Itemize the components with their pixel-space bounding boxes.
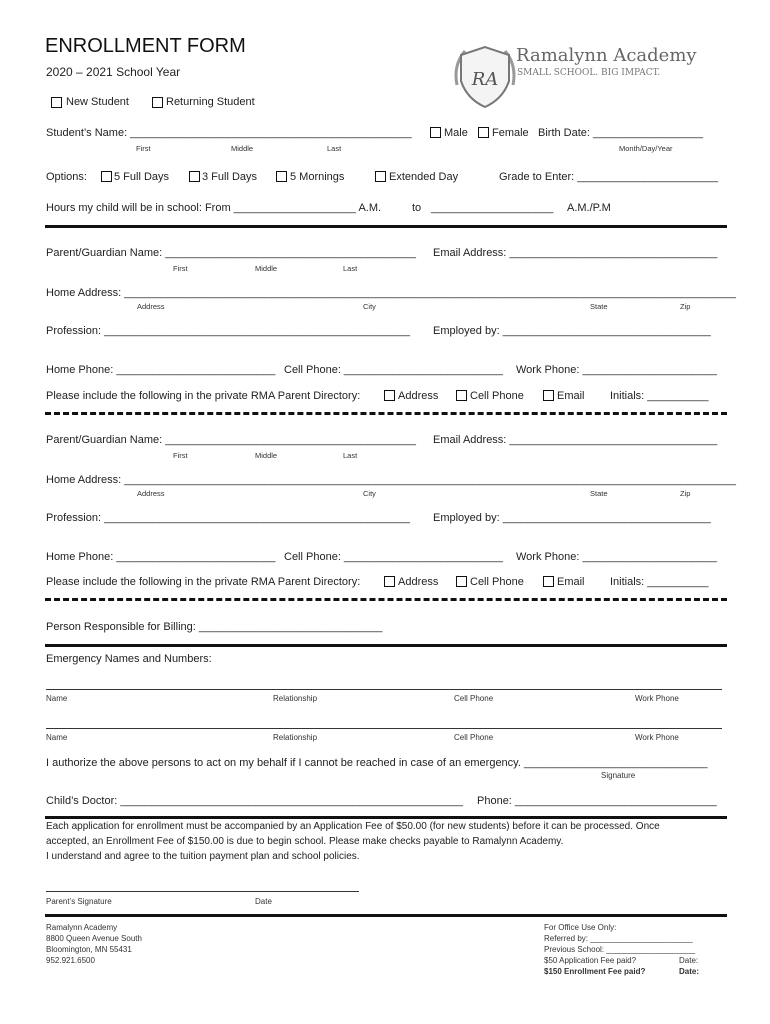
parent1-sub-last: Last xyxy=(343,264,358,273)
option-extended-label: Extended Day xyxy=(389,171,459,183)
parent2-dir-cell-label: Cell Phone xyxy=(470,576,524,588)
logo-name: Ramalynn Academy xyxy=(516,45,697,66)
hours-to-label: to xyxy=(412,202,422,214)
parent2-profession-field[interactable]: Profession: __________________________________________________ xyxy=(46,512,410,524)
form-title: ENROLLMENT FORM xyxy=(45,35,246,57)
billing-field[interactable]: Person Responsible for Billing: ______________________________ xyxy=(46,621,383,633)
parent1-cell-phone-field[interactable]: Cell Phone: __________________________ xyxy=(284,364,503,376)
doctor-phone-field[interactable]: Phone: _________________________________ xyxy=(477,795,717,807)
office-enroll-date: Date: xyxy=(679,967,700,976)
parent2-sub-address: Address xyxy=(137,489,165,498)
hours-ampm: A.M./P.M xyxy=(567,202,611,214)
fee-text-line-3: I understand and agree to the tuition payment plan and school policies. xyxy=(46,851,360,862)
parent-signature-caption: Parent’s Signature xyxy=(46,897,112,906)
logo-monogram: RA xyxy=(471,69,499,90)
options-label: Options: xyxy=(46,171,87,183)
parent1-sub-middle: Middle xyxy=(255,264,278,273)
hours-to-field[interactable]: ____________________ xyxy=(431,202,554,214)
parent2-dir-address-label: Address xyxy=(398,576,439,588)
parent1-work-phone-field[interactable]: Work Phone: ______________________ xyxy=(516,364,718,376)
parent1-profession-field[interactable]: Profession: __________________________________________________ xyxy=(46,325,410,337)
parent2-work-phone-field[interactable]: Work Phone: ______________________ xyxy=(516,551,718,563)
parent1-sub-address: Address xyxy=(137,302,165,311)
option-5-mornings-label: 5 Mornings xyxy=(290,171,345,183)
parent2-initials-field[interactable]: Initials: __________ xyxy=(610,576,709,588)
sub-last: Last xyxy=(327,144,342,153)
emergency-contact-1-line[interactable] xyxy=(46,689,722,690)
birth-date-field[interactable]: Birth Date: __________________ xyxy=(538,127,704,139)
logo-tagline: SMALL SCHOOL. BIG IMPACT. xyxy=(517,68,661,78)
option-3-full-label: 3 Full Days xyxy=(202,171,258,183)
parent2-employer-field[interactable]: Employed by: __________________________________ xyxy=(433,512,711,524)
parent-signature-line[interactable] xyxy=(46,891,359,892)
option-extended-checkbox[interactable] xyxy=(375,171,386,182)
parent2-dir-email-label: Email xyxy=(557,576,585,588)
office-referred-field[interactable]: Referred by: _______________________ xyxy=(544,934,693,943)
section-divider xyxy=(45,914,727,917)
section-divider xyxy=(45,644,727,647)
female-label: Female xyxy=(492,127,529,139)
parent2-sub-middle: Middle xyxy=(255,451,278,460)
fee-text-line-2: accepted, an Enrollment Fee of $150.00 is due to begin school. Please make checks payable to Ramalynn Academy. xyxy=(46,836,564,847)
parent1-sub-state: State xyxy=(590,302,608,311)
parent2-sub-state: State xyxy=(590,489,608,498)
office-app-date: Date: xyxy=(679,956,699,965)
new-student-label: New Student xyxy=(66,96,129,108)
emergency-2-work-label: Work Phone xyxy=(635,733,679,742)
office-title: For Office Use Only: xyxy=(544,923,617,932)
parent2-dir-cell-checkbox[interactable] xyxy=(456,576,467,587)
emergency-contact-2-line[interactable] xyxy=(46,728,722,729)
parent1-email-field[interactable]: Email Address: __________________________________ xyxy=(433,247,718,259)
parent1-dir-address-checkbox[interactable] xyxy=(384,390,395,401)
parent1-dir-cell-checkbox[interactable] xyxy=(456,390,467,401)
parent2-dir-address-checkbox[interactable] xyxy=(384,576,395,587)
emergency-2-name-label: Name xyxy=(46,733,68,742)
footer-school-name: Ramalynn Academy xyxy=(46,923,118,932)
parent2-dir-email-checkbox[interactable] xyxy=(543,576,554,587)
option-3-full-checkbox[interactable] xyxy=(189,171,200,182)
footer-street: 8800 Queen Avenue South xyxy=(46,934,142,943)
section-divider xyxy=(45,598,727,601)
parent2-home-address-field[interactable]: Home Address: ____________________________________________________________________________________________________ xyxy=(46,474,737,486)
school-year: 2020 – 2021 School Year xyxy=(46,65,181,79)
crest-icon xyxy=(445,41,525,113)
grade-field[interactable]: Grade to Enter: _______________________ xyxy=(499,171,718,183)
parent2-directory-label: Please include the following in the private RMA Parent Directory: xyxy=(46,576,361,588)
emergency-2-relationship-label: Relationship xyxy=(273,733,318,742)
parent1-dir-cell-label: Cell Phone xyxy=(470,390,524,402)
signature-caption: Signature xyxy=(601,771,636,780)
parent1-dir-email-checkbox[interactable] xyxy=(543,390,554,401)
footer-city: Bloomington, MN 55431 xyxy=(46,945,132,954)
emergency-2-cell-label: Cell Phone xyxy=(454,733,494,742)
emergency-label: Emergency Names and Numbers: xyxy=(46,653,212,665)
parent1-name-field[interactable]: Parent/Guardian Name: _________________________________________ xyxy=(46,247,417,259)
student-name-field[interactable]: Student’s Name: ______________________________________________ xyxy=(46,127,412,139)
new-student-checkbox[interactable] xyxy=(51,97,62,108)
sub-first: First xyxy=(136,144,151,153)
parent1-dir-email-label: Email xyxy=(557,390,585,402)
academy-logo xyxy=(436,25,720,97)
hours-from-field[interactable]: Hours my child will be in school: From ____________________ A.M. xyxy=(46,202,382,214)
parent1-sub-city: City xyxy=(363,302,376,311)
parent1-sub-zip: Zip xyxy=(680,302,691,311)
parent1-dir-address-label: Address xyxy=(398,390,439,402)
section-divider xyxy=(45,816,727,819)
parent-date-caption: Date xyxy=(255,897,272,906)
parent1-initials-field[interactable]: Initials: __________ xyxy=(610,390,709,402)
sub-date-format: Month/Day/Year xyxy=(619,144,673,153)
emergency-1-name-label: Name xyxy=(46,694,68,703)
authorize-signature-field[interactable]: I authorize the above persons to act on my behalf if I cannot be reached in case of an emergency. ______________________________ xyxy=(46,757,708,769)
parent1-home-phone-field[interactable]: Home Phone: __________________________ xyxy=(46,364,276,376)
office-enroll-fee: $150 Enrollment Fee paid? xyxy=(544,967,646,976)
section-divider xyxy=(45,412,727,415)
option-5-full-label: 5 Full Days xyxy=(114,171,170,183)
male-label: Male xyxy=(444,127,468,139)
parent1-employer-field[interactable]: Employed by: __________________________________ xyxy=(433,325,711,337)
parent1-directory-label: Please include the following in the private RMA Parent Directory: xyxy=(46,390,361,402)
parent2-email-field[interactable]: Email Address: __________________________________ xyxy=(433,434,718,446)
parent2-sub-first: First xyxy=(173,451,188,460)
emergency-1-relationship-label: Relationship xyxy=(273,694,318,703)
parent2-home-phone-field[interactable]: Home Phone: __________________________ xyxy=(46,551,276,563)
parent2-cell-phone-field[interactable]: Cell Phone: __________________________ xyxy=(284,551,503,563)
footer-phone: 952.921.6500 xyxy=(46,956,95,965)
section-divider xyxy=(45,225,727,228)
emergency-1-cell-label: Cell Phone xyxy=(454,694,494,703)
option-5-mornings-checkbox[interactable] xyxy=(276,171,287,182)
fee-text-line-1: Each application for enrollment must be accompanied by an Application Fee of $50.00 (for new students) before it can be processed. Once xyxy=(46,821,660,832)
female-checkbox[interactable] xyxy=(478,127,489,138)
parent2-name-field[interactable]: Parent/Guardian Name: _________________________________________ xyxy=(46,434,417,446)
parent1-home-address-field[interactable]: Home Address: ____________________________________________________________________________________________________ xyxy=(46,287,737,299)
emergency-1-work-label: Work Phone xyxy=(635,694,679,703)
option-5-full-checkbox[interactable] xyxy=(101,171,112,182)
parent2-sub-last: Last xyxy=(343,451,358,460)
parent2-sub-zip: Zip xyxy=(680,489,691,498)
male-checkbox[interactable] xyxy=(430,127,441,138)
office-app-fee: $50 Application Fee paid? xyxy=(544,956,637,965)
returning-student-checkbox[interactable] xyxy=(152,97,163,108)
parent1-sub-first: First xyxy=(173,264,188,273)
returning-student-label: Returning Student xyxy=(166,96,255,108)
doctor-field[interactable]: Child’s Doctor: ________________________________________________________ xyxy=(46,795,463,807)
office-previous-field[interactable]: Previous School: ____________________ xyxy=(544,945,696,954)
sub-middle: Middle xyxy=(231,144,254,153)
parent2-sub-city: City xyxy=(363,489,376,498)
